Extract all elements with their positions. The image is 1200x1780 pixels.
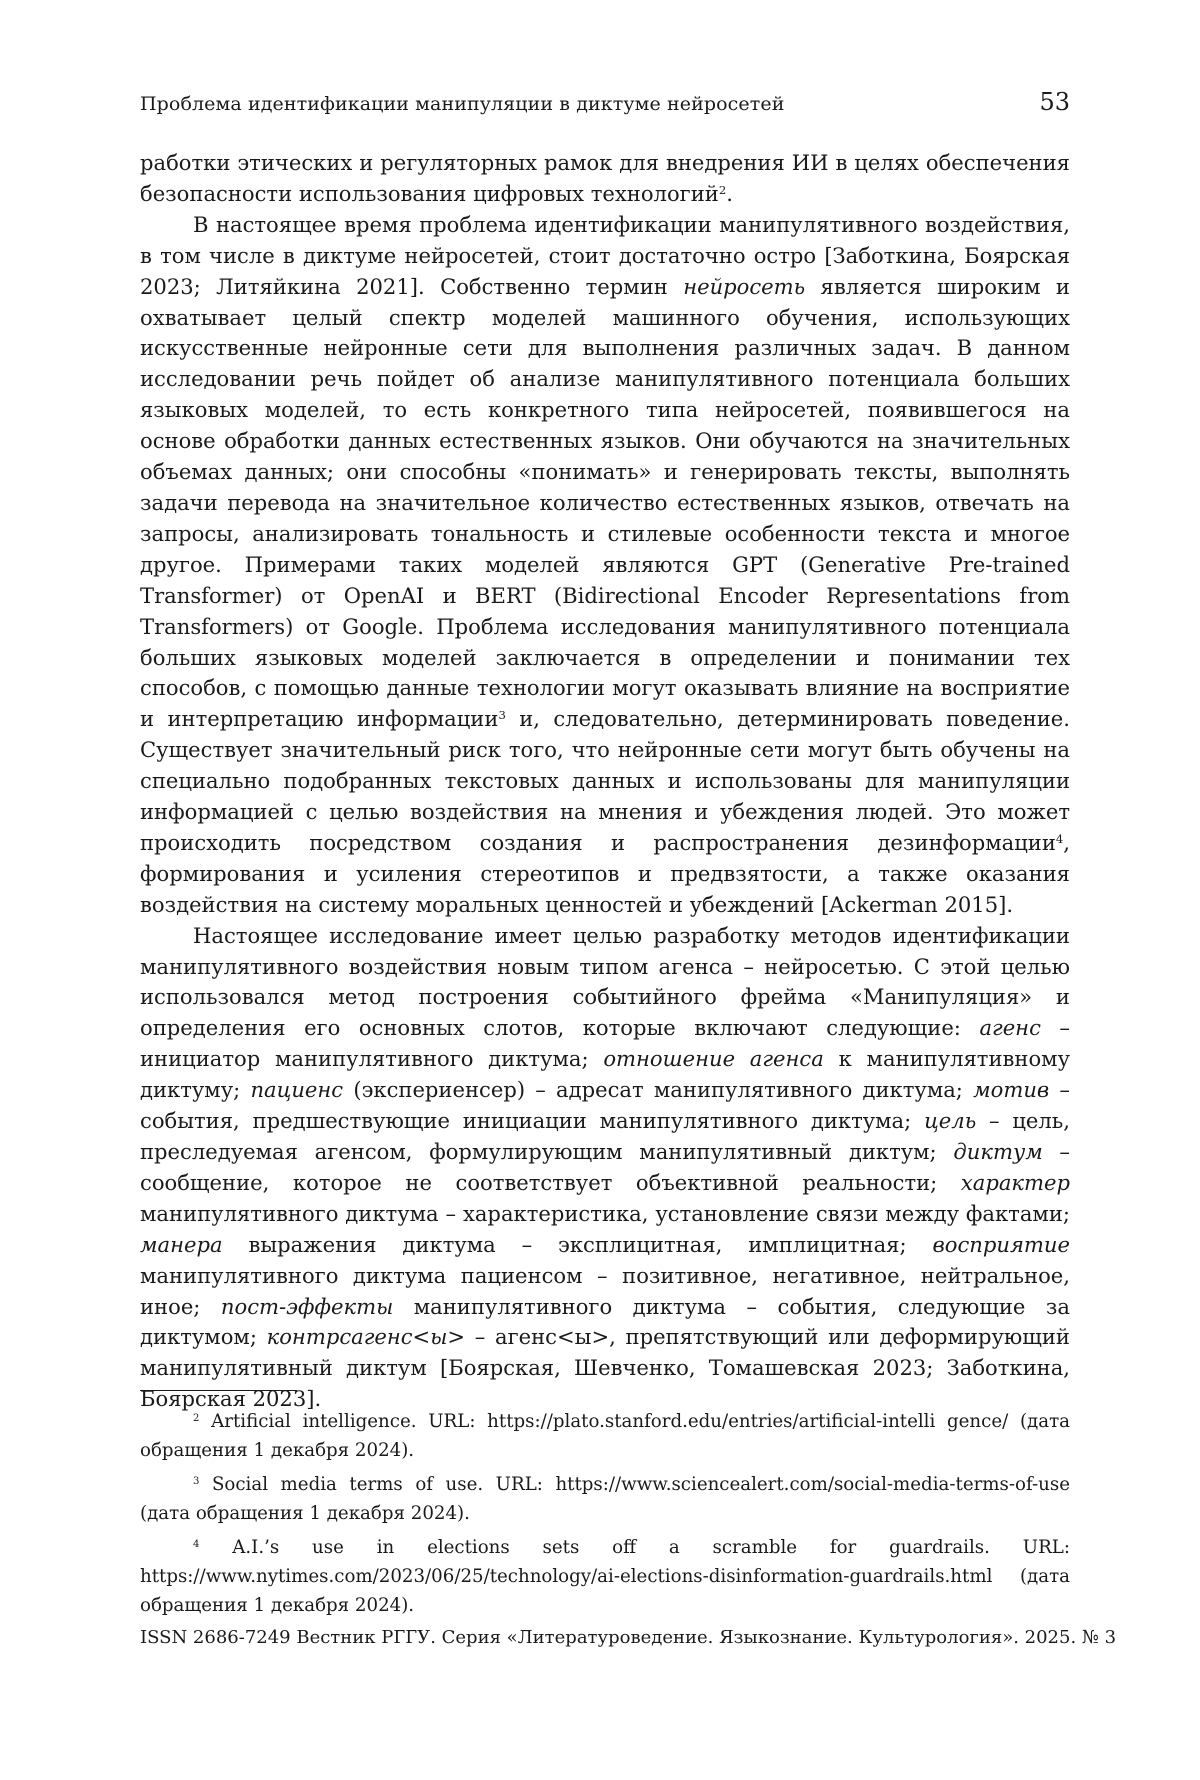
paragraph-text: к манипулятивному диктуму; bbox=[140, 1046, 1070, 1102]
body-text bbox=[140, 148, 1070, 1415]
running-title: Проблема идентификации манипуляции в диктуме нейросетей bbox=[140, 93, 784, 115]
running-head bbox=[140, 88, 1070, 116]
italic-term: манера bbox=[140, 1232, 223, 1257]
paragraph-text: (экспериенсер) – адресат манипулятивного диктума; bbox=[343, 1077, 973, 1102]
journal-page bbox=[0, 0, 1200, 1780]
paragraph-text: и, следовательно, детерминировать поведение. Существует значительный риск того, что нейронные сети могут быть обучены на специально подобранных текстовых данных и использованы для манипуляции информацией с целью воздействия на мнения и убеждения людей. Это может происходить посредством создания и распространения дезинформации bbox=[140, 706, 1070, 855]
paragraph-2 bbox=[140, 210, 1070, 921]
paragraph-text: – инициатор манипулятивного диктума; bbox=[140, 1015, 1070, 1071]
paragraph-text: – цель, преследуемая агенсом, формулирующим манипулятивный диктум; bbox=[140, 1108, 1070, 1164]
paragraph-text: манипулятивного диктума пациенсом – позитивное, негативное, нейтральное, иное; bbox=[140, 1263, 1070, 1319]
italic-term: мотив bbox=[973, 1077, 1049, 1102]
paragraph-text: , формирования и усиления стереотипов и предвзятости, а также оказания воздействия на систему моральных ценностей и убеждений [Ackerman 2015]. bbox=[140, 830, 1070, 917]
italic-term: пациенс bbox=[250, 1077, 343, 1102]
footnote-number: 4 bbox=[193, 1539, 199, 1550]
journal-footer: ISSN 2686-7249 Вестник РГГУ. Серия «Литературоведение. Языкознание. Культурология». 2025. № 3 bbox=[140, 1627, 1070, 1648]
footnote-text: Social media terms of use. URL: https://www.sciencealert.com/social-media-terms-of-use (дата обращения 1 декабря 2024). bbox=[140, 1474, 1070, 1524]
paragraph-text: манипулятивного диктума – события, следующие за диктумом; bbox=[140, 1294, 1070, 1350]
footnote-3 bbox=[140, 1470, 1070, 1528]
italic-term: агенс bbox=[979, 1015, 1040, 1040]
paragraph-text: выражения диктума – эксплицитная, имплицитная; bbox=[223, 1232, 933, 1257]
italic-term: диктум bbox=[953, 1139, 1042, 1164]
footnote-number: 2 bbox=[193, 1413, 199, 1424]
page-number: 53 bbox=[1039, 88, 1070, 116]
paragraph-3 bbox=[140, 921, 1070, 1416]
italic-term: характер bbox=[961, 1170, 1070, 1195]
italic-term: цель bbox=[924, 1108, 976, 1133]
footnote-divider bbox=[140, 1390, 297, 1391]
paragraph-text: В настоящее время проблема идентификации манипулятивного воздействия, в том числе в диктуме нейросетей, стоит достаточно остро [Заботкина, Боярская 2023; Литяйкина 2021]. Собственно термин bbox=[140, 212, 1070, 299]
paragraph-text: – события, предшествующие инициации манипулятивного диктума; bbox=[140, 1077, 1070, 1133]
footnote-number: 3 bbox=[193, 1476, 199, 1487]
italic-term: восприятие bbox=[932, 1232, 1070, 1257]
footnote-text: Artificial intelligence. URL: https://plato.stanford.edu/entries/artificial-intelli gence/ (дата обращения 1 декабря 2024). bbox=[140, 1411, 1070, 1461]
footnote-2 bbox=[140, 1407, 1070, 1465]
paragraph-text: – агенс<ы>, препятствующий или деформирующий манипулятивный диктум [Боярская, Шевченко, Томашевская 2023; Заботкина, Боярская 2023]. bbox=[140, 1324, 1070, 1411]
paragraph-text: . bbox=[726, 181, 733, 206]
footnote-ref-2: 2 bbox=[719, 183, 726, 197]
footnote-ref-4: 4 bbox=[1056, 832, 1063, 846]
footnote-4 bbox=[140, 1533, 1070, 1620]
italic-term: нейросеть bbox=[683, 274, 805, 299]
footnotes bbox=[140, 1407, 1070, 1625]
italic-term: пост-эффекты bbox=[221, 1294, 393, 1319]
paragraph-text: является широким и охватывает целый спектр моделей машинного обучения, использующих искусственные нейронные сети для выполнения различных задач. В данном исследовании речь пойдет об анализе манипулятивного потенциала больших языковых моделей, то есть конкретного типа нейросетей, появившегося на основе обработки данных естественных языков. Они обучаются на значительных объемах данных; они способны «понимать» и генерировать тексты, выполнять задачи перевода на значительное количество естественных языков, отвечать на запросы, анализировать тональность и стилевые особенности текста и многое другое. Примерами таких моделей являются GPT (Generative Pre-trained Transformer) от OpenAI и BERT (Bidirectional Encoder Representations from Transformers) от Google. Проблема исследования манипулятивного потенциала больших языковых моделей заключается в определении и понимании тех способов, с помощью данные технологии могут оказывать влияние на восприятие и интерпретацию информации bbox=[140, 274, 1070, 732]
paragraph-text: Настоящее исследование имеет целью разработку методов идентификации манипулятивного воздействия новым типом агенса – нейросетью. С этой целью использовался метод построения событийного фрейма «Манипуляция» и определения его основных слотов, которые включают следующие: bbox=[140, 923, 1070, 1041]
footnote-text: A.I.’s use in elections sets off a scramble for guardrails. URL: https://www.nytimes.com/2023/06/25/technology/ai-elections-disinformation-guardrails.html (дата обращения 1 декабря 2024). bbox=[140, 1537, 1070, 1616]
footnote-ref-3: 3 bbox=[498, 708, 505, 722]
paragraph-text: работки этических и регуляторных рамок для внедрения ИИ в целях обеспечения безопасности использования цифровых технологий bbox=[140, 150, 1070, 206]
paragraph-1 bbox=[140, 148, 1070, 210]
italic-term: контрсагенс<ы> bbox=[267, 1324, 465, 1349]
italic-term: отношение агенса bbox=[603, 1046, 824, 1071]
paragraph-text: – сообщение, которое не соответствует объективной реальности; bbox=[140, 1139, 1070, 1195]
paragraph-text: манипулятивного диктума – характеристика, установление связи между фактами; bbox=[140, 1201, 1070, 1226]
